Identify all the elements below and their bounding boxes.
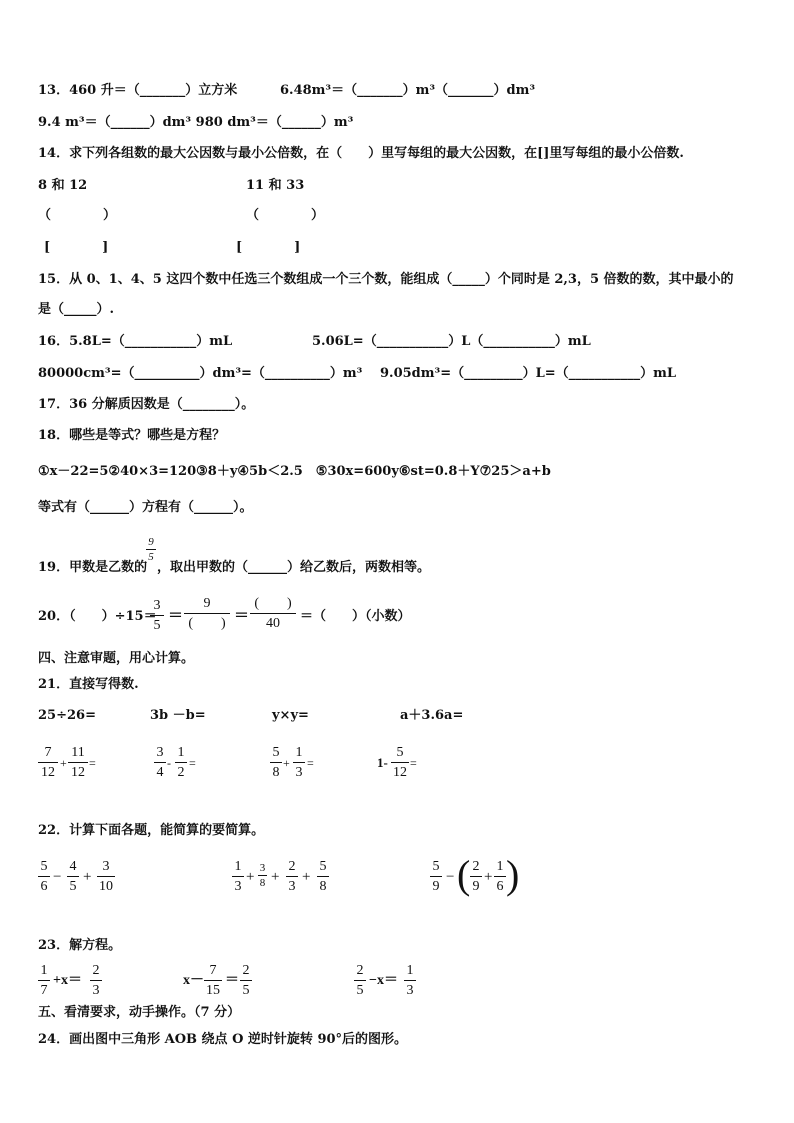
q18-items: ①x－22=5②40×3=120③8＋y④5b＜2.5 ⑤30x=600y⑥st=0.8＋Y⑦25＞a+b xyxy=(38,464,551,479)
q23-e3-f2 xyxy=(404,962,416,999)
section5-heading: 五、看清要求，动手操作。（7 分） xyxy=(38,1005,241,1020)
q19-pre: 19．甲数是乙数的 xyxy=(38,560,148,575)
q16-line1b: 5.06L=（___________）L（___________）mL xyxy=(312,334,591,349)
q20-frac2-den: ( ) xyxy=(188,616,226,631)
frac-den: 9 xyxy=(432,879,440,894)
frac-num: 3 xyxy=(102,859,110,874)
frac-num: 5 xyxy=(319,859,327,874)
frac-num: 1 xyxy=(234,859,242,874)
q14-group2: 11 和 33 xyxy=(246,178,305,193)
q21-r1c1: 25÷26= xyxy=(38,708,96,723)
q19-frac-bar xyxy=(146,549,156,550)
q14-bracket2: [ ] xyxy=(236,240,301,255)
q21-r2c3-frac-b xyxy=(293,744,305,781)
frac-num: 11 xyxy=(71,745,85,760)
frac-bar xyxy=(68,762,88,763)
frac-den: 3 xyxy=(406,983,414,998)
q21-r2c2-eq: = xyxy=(189,756,196,770)
frac-bar xyxy=(293,762,305,763)
frac-bar xyxy=(391,762,409,763)
frac-bar xyxy=(354,980,366,981)
frac-bar xyxy=(494,876,506,877)
frac-num: 5 xyxy=(432,859,440,874)
q21-title: 21．直接写得数. xyxy=(38,677,139,692)
frac-bar xyxy=(430,876,442,877)
frac-den: 2 xyxy=(177,765,185,780)
frac-num: 1 xyxy=(406,963,414,978)
frac-bar xyxy=(286,876,298,877)
q19-frac-numerator: 9 xyxy=(148,536,154,548)
frac-den: 15 xyxy=(206,983,220,998)
q20-frac1-bar xyxy=(150,615,164,616)
frac-num: 2 xyxy=(356,963,364,978)
frac-num: 7 xyxy=(44,745,52,760)
q21-r2c1-frac-b xyxy=(68,744,88,781)
frac-bar xyxy=(154,762,166,763)
frac-den: 12 xyxy=(393,765,407,780)
q20-frac3-num: ( ) xyxy=(254,596,292,611)
q22-e1-o1: − xyxy=(53,869,62,885)
frac-num: 7 xyxy=(209,963,217,978)
q17-line: 17．36 分解质因数是（________）。 xyxy=(38,397,255,412)
q23-e2-f2 xyxy=(240,962,252,999)
q14-paren1: （ ） xyxy=(38,208,117,223)
q24-text: 24．画出图中三角形 AOB 绕点 O 逆时针旋转 90°后的图形。 xyxy=(38,1032,408,1047)
q22-e3-rparen: ) xyxy=(506,852,520,897)
frac-den: 12 xyxy=(41,765,55,780)
frac-bar xyxy=(404,980,416,981)
frac-bar xyxy=(470,876,482,877)
q20-post: ＝（ ）（小数） xyxy=(300,609,411,624)
q22-e2-o3: + xyxy=(302,869,311,885)
q18-title: 18．哪些是等式？哪些是方程？ xyxy=(38,428,226,443)
frac-den: 5 xyxy=(242,983,250,998)
q14-paren2: （ ） xyxy=(246,208,325,223)
q20-frac3-den: 40 xyxy=(266,616,280,631)
frac-bar xyxy=(258,875,267,876)
q21-r1c3: y×y= xyxy=(272,708,309,723)
q13-line1b: 6.48m³＝（_______）m³（_______）dm³ xyxy=(280,83,536,98)
q20-frac3-bar xyxy=(250,613,296,614)
q20-frac1 xyxy=(150,597,164,634)
q21-r2c1-frac-a xyxy=(38,744,58,781)
q23-e2-pre: x－ xyxy=(183,973,204,988)
frac-den: 10 xyxy=(99,879,113,894)
q14-group1: 8 和 12 xyxy=(38,178,88,193)
q16-line1a: 16．5.8L=（___________）mL xyxy=(38,334,233,349)
frac-bar xyxy=(90,980,102,981)
q21-r2c1-eq: = xyxy=(89,756,96,770)
q22-e1-f3 xyxy=(97,858,115,895)
frac-bar xyxy=(317,876,329,877)
frac-den: 6 xyxy=(496,879,504,894)
q23-e1-mid: +x＝ xyxy=(53,973,82,988)
frac-den: 3 xyxy=(92,983,100,998)
frac-bar xyxy=(97,876,115,877)
q16-line2b: 9.05dm³=（_________）L=（___________）mL xyxy=(380,366,677,381)
q22-e3-o2: + xyxy=(484,869,493,885)
q22-e1-f2 xyxy=(67,858,79,895)
frac-num: 2 xyxy=(92,963,100,978)
q21-r1c2: 3b －b= xyxy=(150,708,206,723)
q15-line2: 是（_____）. xyxy=(38,302,115,317)
q20-frac2-num: 9 xyxy=(203,596,211,611)
section4-heading: 四、注意审题，用心计算。 xyxy=(38,651,195,666)
frac-bar xyxy=(240,980,252,981)
frac-den: 8 xyxy=(259,877,266,889)
q22-e2-f3 xyxy=(286,858,298,895)
frac-bar xyxy=(204,980,222,981)
q22-e2-f2 xyxy=(258,862,267,889)
q22-e3-lparen: ( xyxy=(457,852,471,897)
q20-frac1-num: 3 xyxy=(153,598,161,613)
frac-den: 8 xyxy=(272,765,280,780)
q23-e3-mid: −x＝ xyxy=(369,973,398,988)
frac-den: 12 xyxy=(71,765,85,780)
q23-e1-f2 xyxy=(90,962,102,999)
q22-e2-o1: + xyxy=(246,869,255,885)
frac-num: 1 xyxy=(295,745,303,760)
q20-frac3 xyxy=(250,595,296,632)
q23-e1-f1 xyxy=(38,962,50,999)
frac-num: 1 xyxy=(177,745,185,760)
frac-bar xyxy=(38,762,58,763)
q22-e3-f2 xyxy=(470,858,482,895)
q21-r2c1-op: + xyxy=(60,756,67,770)
q19-post: ，取出甲数的（______）给乙数后，两数相等。 xyxy=(157,560,431,575)
frac-den: 3 xyxy=(295,765,303,780)
q23-e2-f1 xyxy=(204,962,222,999)
q20-frac2 xyxy=(184,595,230,632)
frac-num: 5 xyxy=(396,745,404,760)
frac-bar xyxy=(175,762,187,763)
q19-frac-denominator: 5 xyxy=(148,551,154,563)
frac-num: 1 xyxy=(40,963,48,978)
q21-r2c3-frac-a xyxy=(270,744,282,781)
q22-e3-o1: − xyxy=(446,869,455,885)
frac-den: 9 xyxy=(472,879,480,894)
frac-den: 5 xyxy=(356,983,364,998)
frac-den: 3 xyxy=(288,879,296,894)
q20-eq2: ＝ xyxy=(234,608,250,624)
q22-e2-o2: + xyxy=(271,869,280,885)
frac-num: 4 xyxy=(69,859,77,874)
q21-r2c4-eq: = xyxy=(410,756,417,770)
q22-e2-f4 xyxy=(317,858,329,895)
q13-line1a: 13．460 升＝（_______）立方米 xyxy=(38,83,238,98)
frac-num: 2 xyxy=(472,859,480,874)
frac-num: 5 xyxy=(272,745,280,760)
frac-den: 6 xyxy=(40,879,48,894)
frac-bar xyxy=(270,762,282,763)
q20-frac1-den: 5 xyxy=(153,618,161,633)
q20-frac2-bar xyxy=(184,613,230,614)
q21-r2c2-frac-a xyxy=(154,744,166,781)
q21-r2c2-frac-b xyxy=(175,744,187,781)
q22-e2-f1 xyxy=(232,858,244,895)
frac-num: 5 xyxy=(40,859,48,874)
q14-bracket1: [ ] xyxy=(44,240,109,255)
q21-r2c4-pre: 1- xyxy=(377,755,388,770)
q21-r2c3-op: + xyxy=(283,756,290,770)
frac-den: 4 xyxy=(156,765,164,780)
q21-r1c4: a＋3.6a= xyxy=(400,708,464,723)
q16-line2a: 80000cm³=（__________）dm³=（__________）m³ xyxy=(38,366,363,381)
frac-den: 8 xyxy=(319,879,327,894)
frac-num: 1 xyxy=(496,859,504,874)
q14-text: 14．求下列各组数的最大公因数与最小公倍数，在（ ）里写每组的最大公因数，在[]里写每组的最小公倍数. xyxy=(38,146,684,161)
frac-bar xyxy=(67,876,79,877)
q18-answer: 等式有（______）方程有（______）。 xyxy=(38,500,253,515)
frac-den: 7 xyxy=(40,983,48,998)
q23-e2-mid: ＝ xyxy=(225,973,239,988)
q20-eq1: ＝ xyxy=(168,608,184,624)
q23-title: 23．解方程。 xyxy=(38,938,122,953)
frac-num: 2 xyxy=(242,963,250,978)
frac-num: 3 xyxy=(156,745,164,760)
q22-e1-f1 xyxy=(38,858,50,895)
frac-bar xyxy=(232,876,244,877)
q22-e3-f1 xyxy=(430,858,442,895)
q22-e3-f3 xyxy=(494,858,506,895)
q21-r2c4-frac xyxy=(391,744,409,781)
q22-title: 22．计算下面各题，能简算的要简算。 xyxy=(38,823,265,838)
q20-pre: 20．（ ）÷15＝ xyxy=(38,609,157,624)
frac-bar xyxy=(38,980,50,981)
q23-e3-f1 xyxy=(354,962,366,999)
frac-num: 3 xyxy=(259,862,266,874)
frac-den: 5 xyxy=(69,879,77,894)
q19-fraction xyxy=(146,536,156,563)
q15-line1: 15．从 0、1、4、5 这四个数中任选三个数组成一个三个数，能组成（_____）个同时是 2,3，5 倍数的数，其中最小的 xyxy=(38,272,734,287)
q13-line2: 9.4 m³＝（______）dm³ 980 dm³＝（______）m³ xyxy=(38,115,354,130)
q21-r2c3-eq: = xyxy=(307,756,314,770)
q22-e1-o2: + xyxy=(83,869,92,885)
q21-r2c2-op: - xyxy=(167,756,171,770)
frac-bar xyxy=(38,876,50,877)
frac-den: 3 xyxy=(234,879,242,894)
frac-num: 2 xyxy=(288,859,296,874)
